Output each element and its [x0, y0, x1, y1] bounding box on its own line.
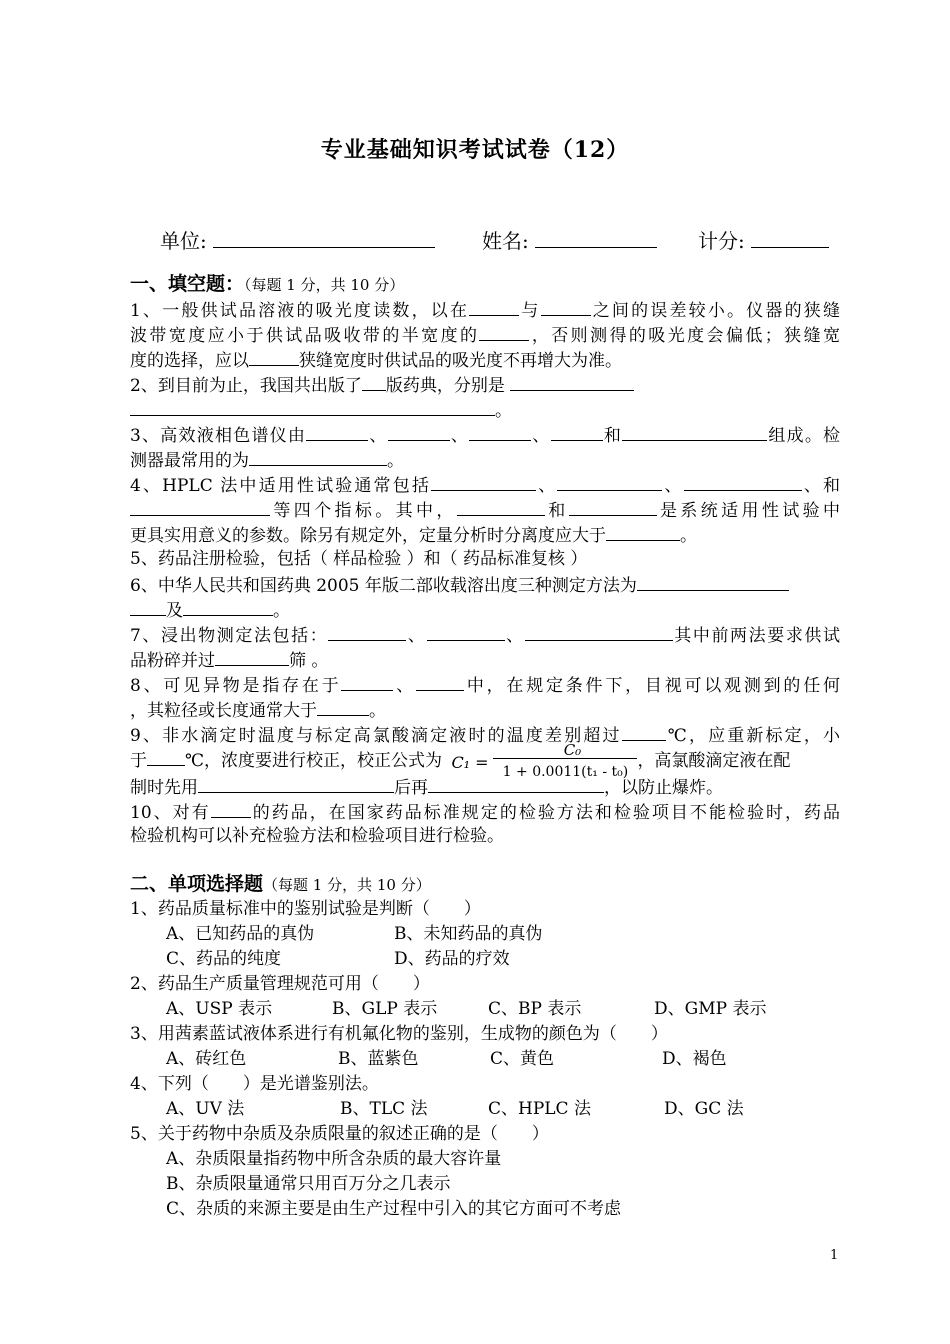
mc-options-2: A、USP 表示 B、GLP 表示 C、BP 表示 D、GMP 表示 — [166, 999, 767, 1019]
q7-line1: 7、浸出物测定法包括： 、 、 其中前两法要求供试 — [130, 622, 840, 647]
name-blank — [535, 227, 657, 248]
section2-heading: 二、单项选择题（每题 1 分，共 10 分） — [130, 873, 431, 895]
q4-line2: 等四个指标。其中， 和 是系统适用性试验中 — [130, 497, 840, 522]
q9-line3: 制时先用 后再 ，以防止爆炸。 — [130, 774, 840, 799]
mc-question-4: 4、下列（ ）是光谱鉴别法。 — [130, 1074, 379, 1094]
mc-question-2: 2、药品生产质量管理规范可用（ ） — [130, 974, 430, 994]
q3-line2: 测器最常用的为 。 — [130, 447, 840, 472]
q7-line2: 品粉碎并过 筛 。 — [130, 647, 840, 672]
unit-label: 单位: — [160, 229, 207, 253]
unit-blank — [213, 227, 435, 248]
mc-options-4: A、UV 法 B、TLC 法 C、HPLC 法 D、GC 法 — [166, 1099, 744, 1119]
q8-line2: ，其粒径或长度通常大于 。 — [130, 697, 840, 722]
name-field — [482, 225, 657, 254]
q10-line2: 检验机构可以补充检验方法和检验项目进行检验。 — [130, 826, 504, 846]
mc-options-1a: A、已知药品的真伪 B、未知药品的真伪 — [166, 924, 543, 944]
mc-question-1: 1、药品质量标准中的鉴别试验是判断（ ） — [130, 899, 481, 919]
mc-options-1b: C、药品的纯度 D、药品的疗效 — [166, 949, 510, 969]
page-number: 1 — [830, 1248, 839, 1263]
page-title: 专业基础知识考试试卷（12） — [320, 137, 630, 163]
name-label: 姓名: — [482, 229, 529, 253]
q2-line2: 。 — [130, 397, 840, 422]
mc-option-5c: C、杂质的来源主要是由生产过程中引入的其它方面可不考虑 — [166, 1199, 622, 1219]
q1-line3: 度的选择，应以 狭缝宽度时供试品的吸光度不再增大为准。 — [130, 347, 840, 372]
q1-line1: 1、一般供试品溶液的吸光度读数，以在 与 之间的误差较小。仪器的狭缝 — [130, 297, 840, 322]
score-label: 计分: — [698, 229, 745, 253]
q1-line2: 波带宽度应小于供试品吸收带的半宽度的 ，否则测得的吸光度会偏低；狭缝宽 — [130, 322, 840, 347]
score-field — [698, 225, 829, 254]
q4-line1: 4、HPLC 法中适用性试验通常包括 、 、 、和 — [130, 472, 840, 497]
q6-line1: 6、中华人民共和国药典 2005 年版二部收载溶出度三种测定方法为 — [130, 572, 840, 597]
q6-line2: 及 。 — [130, 597, 840, 622]
section1-heading: 一、填空题：（每题 1 分，共 10 分） — [130, 273, 405, 295]
score-blank — [751, 227, 829, 248]
exam-body — [130, 272, 840, 1222]
unit-field — [160, 225, 435, 254]
mc-option-5a: A、杂质限量指药物中所含杂质的最大容许量 — [166, 1149, 502, 1169]
q9-line1: 9、非水滴定时温度与标定高氯酸滴定液时的温度差别超过 ℃，应重新标定，小 — [130, 722, 840, 747]
mc-question-3: 3、用茜素蓝试液体系进行有机氟化物的鉴别，生成物的颜色为（ ） — [130, 1024, 668, 1044]
mc-options-3: A、砖红色 B、蓝紫色 C、黄色 D、褐色 — [166, 1049, 727, 1069]
mc-option-5b: B、杂质限量通常只用百万分之几表示 — [166, 1174, 451, 1194]
mc-question-5: 5、关于药物中杂质及杂质限量的叙述正确的是（ ） — [130, 1124, 549, 1144]
correction-formula: C₁ = C₀ 1 + 0.0011(t₁ - t₀) — [447, 747, 637, 772]
q10-line1: 10、对有 的药品，在国家药品标准规定的检验方法和检验项目不能检验时，药品 — [130, 799, 840, 824]
q3-line1: 3、高效液相色谱仪由 、 、 、 和 组成。检 — [130, 422, 840, 447]
q2-line1: 2、到目前为止，我国共出版了 版药典，分别是 — [130, 372, 840, 397]
q5-line: 5、药品注册检验，包括（ 样品检验 ）和（ 药品标准复核 ） — [130, 549, 588, 569]
q4-line3: 更具实用意义的参数。除另有规定外，定量分析时分离度应大于 。 — [130, 522, 840, 547]
q9-line2: 于 ℃，浓度要进行校正，校正公式为 C₁ = C₀ 1 + 0.0011(t₁ - t₀) ，高氯酸滴定液在配 — [130, 741, 791, 780]
q8-line1: 8、可见异物是指存在于 、 中，在规定条件下，目视可以观测到的任何 — [130, 672, 840, 697]
